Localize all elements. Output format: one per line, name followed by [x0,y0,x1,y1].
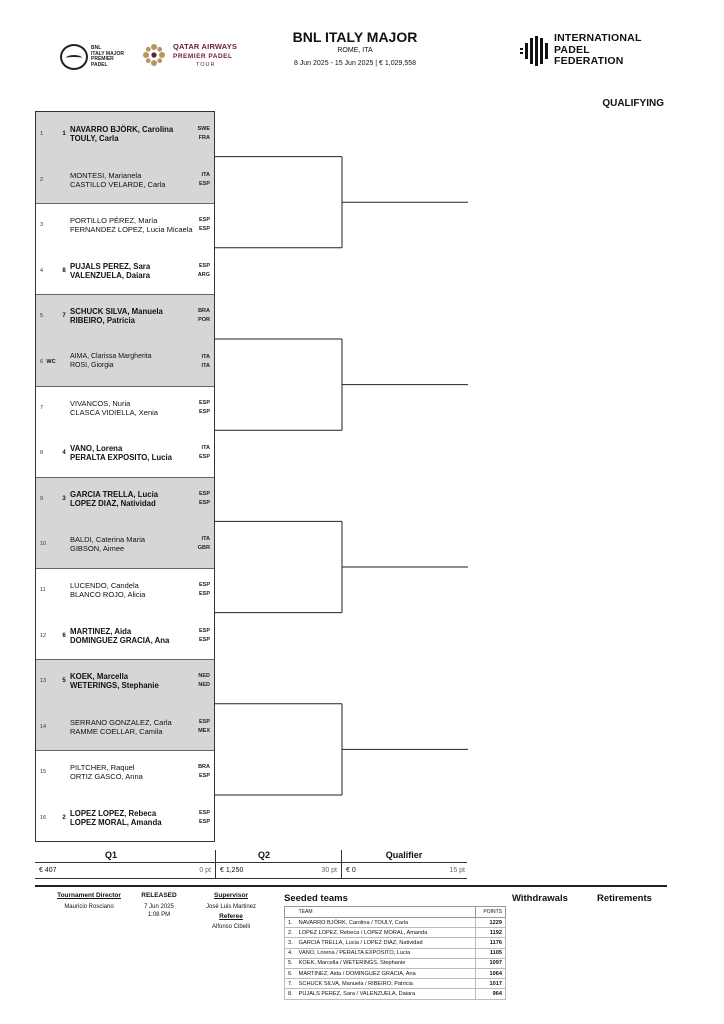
seed-rank: 3. [285,938,296,948]
player-1-name: PILTCHER, Raquel [70,763,135,773]
supervisor-label: Supervisor [214,892,248,899]
draw-position-number: 1 [40,131,44,137]
seeded-team-points: 1097 [476,958,506,968]
rank-col-header [285,907,296,918]
player-1-name: KOEK, Marcella [70,672,129,682]
player-2-name: DOMINGUEZ GRACIA, Ana [70,635,170,645]
bnl-logo-text: BNL ITALY MAJOR PREMIER PADEL [91,45,124,68]
seeded-row [285,918,506,928]
seeded-team-points: 1192 [476,928,506,938]
player-1-nation: ITA [201,536,210,543]
round-q1-header: Q1 [104,850,117,860]
player-1-nation: ESP [198,262,210,269]
player-1-nation: ESP [198,490,210,497]
player-2-nation: ESP [198,499,210,506]
q2-points: 30 pt [321,867,337,874]
qualifier-prize: € 0 [346,867,356,874]
prize-row [35,850,467,879]
player-2-nation: ESP [198,226,210,233]
draw-position-number: 15 [40,769,47,776]
draw-position-number: 10 [40,541,47,548]
player-1-name: PUJALS PEREZ, Sara [70,261,151,271]
seeded-team-name: GARCIA TRELLA, Lucia / LOPEZ DIAZ, Natividad [296,938,476,948]
seeded-row [285,989,506,999]
referee-name: Alfonso Cibelli [211,924,251,930]
withdrawals-title: Withdrawals [512,893,568,904]
player-2-nation: FRA [198,135,210,141]
player-2-nation: ITA [201,363,210,369]
seeded-team-points: 1176 [476,938,506,948]
draw-position-number: 16 [40,815,47,821]
q1-points: 0 pt [199,867,211,874]
points-col-header: POINTS [476,907,506,918]
player-2-nation: ESP [198,180,210,187]
player-2-nation: GBR [197,545,210,552]
footer-divider [35,885,667,887]
seeded-team-name: KOEK, Marcella / WETERINGS, Stephanie [296,958,476,968]
player-1-nation: ESP [198,217,210,224]
event-location: ROME, ITA [337,47,373,54]
round-q2-header: Q2 [257,850,270,860]
player-1-nation: SWE [197,126,210,132]
player-2-nation: ESP [198,454,210,461]
player-2-name: WETERINGS, Stephanie [70,681,159,691]
seed-rank: 8. [285,989,296,999]
seeded-team-points: 1105 [476,948,506,958]
seeded-row [285,938,506,948]
player-1-name: SERRANO GONZALEZ, Carla [70,717,172,727]
section-label: QUALIFYING [602,98,664,109]
tournament-director [44,892,134,911]
seed-rank: 2. [285,928,296,938]
draw-position-number: 5 [40,313,44,320]
player-2-nation: ESP [198,773,210,780]
seeded-team-points: 1017 [476,979,506,989]
player-1-name: BALDI, Caterina Maria [70,535,146,545]
seeded-teams-table [284,906,506,1000]
player-2-nation: MEX [198,727,210,734]
released-info [134,892,184,919]
seed-rank: 4. [285,948,296,958]
seed-label: 6 [62,632,66,639]
player-1-nation: ITA [201,354,210,360]
seed-label: 2 [62,815,66,821]
player-1-nation: NED [198,673,210,680]
seed-label: 4 [62,450,66,457]
draw-position-number: 9 [40,495,44,502]
player-2-name: VALENZUELA, Daiara [70,270,151,280]
player-1-name: LUCENDO, Candela [70,581,139,590]
q1-prize: € 407 [39,867,57,874]
prize-separator [341,850,342,878]
seed-label: 1 [62,131,66,137]
draw-position-number: 6 [40,359,44,365]
player-2-name: FERNANDEZ LOPEZ, Lucia Micaela [70,225,193,235]
player-1-name: VIVANCOS, Nuria [70,398,131,408]
seeded-row [285,968,506,978]
draw-position-number: 2 [40,176,44,183]
player-1-name: PORTILLO PÉREZ, María [70,216,158,226]
released-label: RELEASED [141,892,177,899]
player-1-name: VANO, Lorena [70,444,123,454]
supervisor-name: José Luis Martinez [205,904,257,910]
player-2-name: CLASCA VIDIELLA, Xenia [70,407,158,417]
player-2-nation: ESP [198,591,210,597]
seeded-row [285,928,506,938]
seeded-team-name: VANO, Lorena / PERALTA EXPOSITO, Lucia [296,948,476,958]
player-2-nation: NED [198,682,210,689]
player-1-name: NAVARRO BJÖRK, Carolina [70,125,174,134]
player-1-name: AIMA, Clarissa Margherita [70,353,152,360]
seeded-team-name: SCHUCK SILVA, Manuela / RIBEIRO, Patricia [296,979,476,989]
player-1-nation: BRA [198,764,210,771]
seeded-teams-title: Seeded teams [284,893,348,904]
draw-position-number: 11 [40,587,46,593]
seed-rank: 5. [285,958,296,968]
qatar-logo-line3: TOUR [196,62,216,68]
player-2-name: PERALTA EXPOSITO, Lucia [70,453,172,463]
q2-prize: € 1,250 [220,867,244,874]
seed-label: 8 [62,267,66,274]
seeded-header-row [285,907,506,918]
seeded-team-name: PUJALS PEREZ, Sara / VALENZUELA, Daiara [296,989,476,999]
seed-rank: 6. [285,968,296,978]
player-1-nation: ESP [198,718,210,725]
seeded-team-name: NAVARRO BJÖRK, Carolina / TOULY, Carla [296,918,476,928]
draw-position-number: 3 [40,222,44,229]
player-2-name: ROSI, Giorgia [70,362,114,369]
draw-position-number: 12 [40,632,47,639]
draw-position-number: 13 [40,678,47,685]
player-2-name: LOPEZ MORAL, Amanda [70,818,162,827]
player-1-nation: ITA [201,445,210,452]
referee-label: Referee [219,913,243,920]
seed-rank: 1. [285,918,296,928]
player-1-nation: ITA [201,171,210,178]
player-1-name: SCHUCK SILVA, Manuela [70,307,163,317]
released-date: 7 Jun 2025 [144,904,174,910]
supervisor [196,892,266,931]
prize-row-top-line [35,862,467,863]
player-1-nation: ESP [198,582,210,588]
seed-rank: 7. [285,979,296,989]
seed-label: WC [46,359,56,365]
qatar-logo-line2: PREMIER PADEL [173,53,233,60]
qualifier-points: 15 pt [449,867,465,874]
seed-label: 7 [62,313,66,320]
qatar-logo-line1: QATAR AIRWAYS [173,42,238,51]
player-1-name: MONTESI, Marianela [70,170,142,180]
seeded-team-points: 1064 [476,968,506,978]
player-1-nation: ESP [198,627,210,634]
seeded-team-points: 1229 [476,918,506,928]
fip-logo-text: INTERNATIONAL PADEL FEDERATION [554,32,642,67]
player-2-name: RIBEIRO, Patricia [70,316,135,326]
player-2-nation: ESP [198,819,210,825]
released-time: 1:08 PM [147,912,171,918]
draw-position-number: 4 [40,267,44,274]
retirements-title: Retirements [597,893,652,904]
prize-row-bottom-line [35,878,467,879]
player-2-name: CASTILLO VELARDE, Carla [70,179,166,189]
player-1-nation: ESP [198,810,210,816]
player-1-name: LOPEZ LOPEZ, Rebeca [70,809,157,818]
player-2-nation: ARG [197,271,210,278]
seeded-team-name: LOPEZ LOPEZ, Rebeca / LOPEZ MORAL, Amanda [296,928,476,938]
player-1-name: MARTINEZ, Aida [70,626,132,636]
player-2-name: ORTIZ GASCO, Anna [70,772,143,782]
seed-label: 5 [62,678,66,685]
director-name: Mauricio Rosciano [64,904,114,910]
player-1-nation: BRA [198,308,210,315]
player-2-nation: ESP [198,408,210,415]
draw-position-number: 7 [40,404,44,411]
player-2-name: LOPEZ DIAZ, Natividad [70,498,156,508]
seeded-team-points: 964 [476,989,506,999]
draw-position-number: 14 [40,723,47,730]
draw-position-number: 8 [40,450,44,457]
round-qualifier-header: Qualifier [385,850,423,860]
player-2-name: BLANCO ROJO, Alicia [70,590,146,599]
player-2-name: GIBSON, Aimee [70,544,125,554]
seeded-row [285,948,506,958]
event-dates-prize: 8 Jun 2025 - 15 Jun 2025 | € 1,029,558 [293,60,417,67]
player-2-name: RAMME COELLAR, Camila [70,726,163,736]
player-1-name: GARCIA TRELLA, Lucia [70,489,159,499]
player-2-name: TOULY, Carla [70,134,119,143]
player-1-nation: ESP [198,399,210,406]
event-title: BNL ITALY MAJOR [292,29,418,45]
seeded-row [285,958,506,968]
prize-separator [215,850,216,878]
seeded-team-name: MARTINEZ, Aida / DOMINGUEZ GRACIA, Ana [296,968,476,978]
player-2-nation: ESP [198,636,210,643]
team-col-header: TEAM [296,907,476,918]
seeded-row [285,979,506,989]
seed-label: 3 [62,495,66,502]
director-label: Tournament Director [57,892,121,899]
player-2-nation: POR [198,317,210,324]
